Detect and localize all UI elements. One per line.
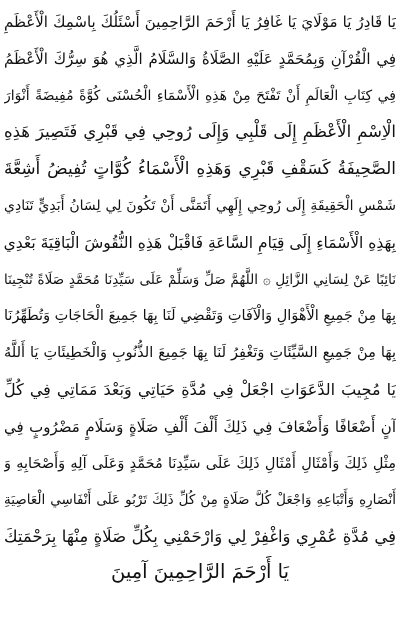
text-line-14: أَنْصَارِهِ وَأَتْبَاعِهِ وَاجْعَلْ كُلَّ صَلَاةٍ مِنْ كُلِّ ذَلِكَ تَرْبُو عَلَى أَنْفَاسِي الْعَاصِيَةِ xyxy=(4,492,396,509)
text-line-12: آنٍ أَضْعَافًا وَأَضْعَافَ فِي ذَلِكَ أَلْفَ أَلْفِ صَلَاةٍ وَسَلَامٍ مَضْرُوبٍ فِي xyxy=(4,417,396,436)
text-line-6: شَمْسِ الْحَقِيقَةِ إِلَى رُوحِي إِلَهِي أَتَمَنَّى أَنْ تَكُونَ لِي لِسَانُ أَبَدِيٍّ تَنَادِي xyxy=(4,197,396,214)
text-line-5: الصَّحِيفَةُ كَسَقْفِ قَبْرِي وَهَذِهِ الْأَسْمَاءُ كُوَّاتٍ تُفِيضُ أَشِعَّةَ xyxy=(4,159,396,180)
text-line-16: يَا أَرْحَمَ الرَّاحِمِينَ آمِينَ xyxy=(110,559,289,583)
text-line-4: الْاِسْمِ الْأَعْظَمِ إِلَى قَلْبِي وَإِلَى رُوحِي فِي قَبْرِي فَتَصِيرَ هَذِهِ xyxy=(4,122,396,142)
text-line-8: نَائِبًا عَنْ لِسَانِي الزَّائِلِ ۞ اللَّهُمَّ صَلِّ وَسَلِّمْ عَلَى سَيِّدِنَا مُحَمَّدٍ صَلَاةً تُنْجِينَا xyxy=(4,271,396,288)
text-line-11: يَا مُجِيبَ الدَّعَوَاتِ اجْعَلْ فِي مُدَّةِ حَيَاتِي وَبَعْدَ مَمَاتِي فِي كُلِّ xyxy=(4,379,396,399)
text-line-7: بِهَذِهِ الْأَسْمَاءِ إِلَى قِيَامِ السَّاعَةِ فَاقْبَلْ هَذِهِ النُّقُوشَ الْبَاقِيَةَ بَعْدِي xyxy=(4,233,396,252)
text-line-1: يَا قَادِرُ يَا مَوْلَايَ يَا غَافِرُ يَا أَرْحَمَ الرَّاحِمِينَ أَسْئَلُكَ بِاسْمِكَ الْأَعْظَمِ xyxy=(4,13,396,31)
text-line-10: بِهَا مِنْ جَمِيعِ السَّيِّئَاتِ وَتَغْفِرُ لَنَا بِهَا جَمِيعَ الذُّنُوبِ وَالْخَطِيئَاتِ يَا أَللَّهُ xyxy=(4,345,396,362)
text-line-9: بِهَا مِنْ جَمِيعِ الْأَهْوَالِ وَالْآفَاتِ وَتَقْضِي لَنَا بِهَا جَمِيعَ الْحَاجَاتِ وَتُطَهِّرُنَا xyxy=(4,308,396,325)
arabic-prayer-text xyxy=(4,4,396,588)
text-line-13: مِثْلِ ذَلِكَ وَأَمْثَالِ أَمْثَالِ ذَلِكَ عَلَى سَيِّدِنَا مُحَمَّدٍ وَعَلَى آلِهِ وَأَصْحَابِهِ وَ xyxy=(4,455,396,472)
text-line-15: فِي مُدَّةِ عُمْرِي وَاغْفِرْ لِي وَارْحَمْنِي بِكُلِّ صَلَاةٍ مِنْهَا بِرَحْمَتِكَ xyxy=(4,527,396,547)
text-line-2: فِي الْقُرْآنِ وَبِمُحَمَّدٍ عَلَيْهِ الصَّلَاةُ وَالسَّلَامُ الَّذِي هُوَ سِرُّكَ الْأَعْظَمُ xyxy=(4,49,396,68)
text-line-3: فِي كِتَابِ الْعَالَمِ أَنْ تَفْتَحَ مِنْ هَذِهِ الْأَسْمَاءِ الْحُسْنَى كُوَّةً مُفِيضَةً أَنْوَارَ xyxy=(4,87,396,104)
